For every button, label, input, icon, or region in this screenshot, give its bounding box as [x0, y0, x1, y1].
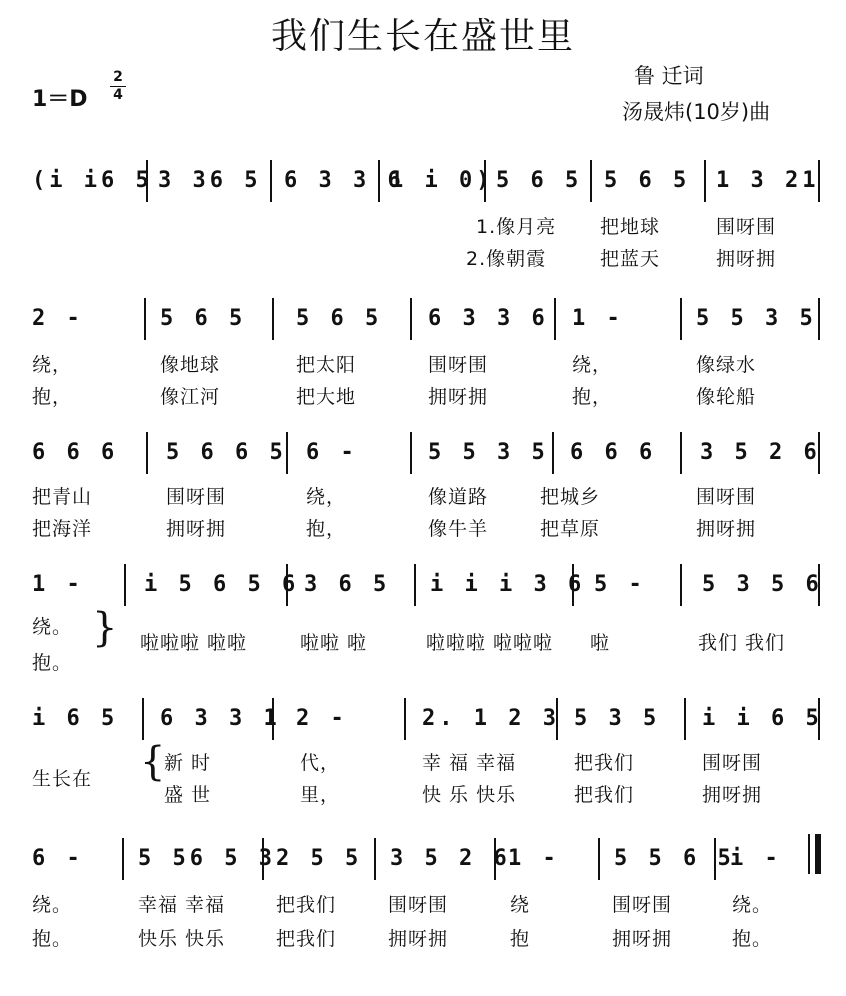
barline: [262, 838, 264, 880]
measure: i 5 6 5 6: [144, 572, 300, 597]
lyric-v2: 盛 世: [164, 784, 212, 806]
lyric-v1: 把我们: [574, 752, 635, 774]
measure: 2 5 5: [276, 846, 363, 871]
lyric-v2: 把草原: [540, 518, 601, 540]
lyric-v1: 把青山: [32, 486, 93, 508]
lyric-v2: 快 乐 快乐: [422, 784, 517, 806]
lyric-v2: 抱。: [732, 928, 773, 950]
lyric-v1: 围呀围: [428, 354, 489, 376]
barline: [598, 838, 600, 880]
lyric-v2: 抱，: [32, 386, 73, 408]
barline: [554, 298, 556, 340]
lyric-v1: 像地球: [160, 354, 221, 376]
barline: [680, 564, 682, 606]
measure: 6 3 3 6: [284, 168, 405, 193]
lyric-v2: 2.像朝霞: [466, 248, 547, 270]
barline: [484, 160, 486, 202]
lyric-v1: 代，: [300, 752, 341, 774]
measure: 3 5 2 6: [390, 846, 511, 871]
measure: 5 6 5: [160, 306, 247, 331]
measure: 5 56 5 3: [138, 846, 276, 871]
measure: 5 3 5: [574, 706, 661, 731]
lyric-v2: 像轮船: [696, 386, 757, 408]
measure: 5 6 5: [496, 168, 583, 193]
lyric-v1: 绕，: [572, 354, 613, 376]
barline: [680, 432, 682, 474]
measure: 5 -: [594, 572, 646, 597]
lyric-v1: 把我们: [276, 894, 337, 916]
measure: 6 6 6: [32, 440, 119, 465]
measure: 5 5 6 5: [614, 846, 735, 871]
measure: 1 -: [508, 846, 560, 871]
lyric-v2: 像江河: [160, 386, 221, 408]
lyric-v1: 把城乡: [540, 486, 601, 508]
measure: 2 -: [32, 306, 84, 331]
lyric-v2: 拥呀拥: [428, 386, 489, 408]
time-signature: [108, 70, 128, 103]
time-signature-top: 2: [113, 69, 123, 85]
lyric-v1: 像绿水: [696, 354, 757, 376]
lyric-la: 我们 我们: [698, 632, 786, 654]
lyric-v2: 里，: [300, 784, 341, 806]
lyric-v2: 拥呀拥: [612, 928, 673, 950]
lyric-v1: 围呀围: [716, 216, 777, 238]
lyric-v1: 围呀围: [388, 894, 449, 916]
lyric-v1: 绕。: [32, 894, 73, 916]
lyric-v2: 把我们: [276, 928, 337, 950]
lyric-v2: 拥呀拥: [716, 248, 777, 270]
time-signature-bottom: 4: [113, 87, 123, 103]
measure: 3 6 5: [304, 572, 391, 597]
lyric-v1: 绕，: [306, 486, 347, 508]
lyric-v1: 把太阳: [296, 354, 357, 376]
lyric-v2: 拥呀拥: [388, 928, 449, 950]
lyric-v2: 抱。: [32, 928, 73, 950]
barline: [590, 160, 592, 202]
barline: [146, 432, 148, 474]
barline: [270, 160, 272, 202]
measure: 2 -: [296, 706, 348, 731]
lyric-v2: 抱，: [572, 386, 613, 408]
barline: [124, 564, 126, 606]
barline: [286, 432, 288, 474]
measure: i i 6 5: [702, 706, 823, 731]
barline: [146, 160, 148, 202]
barline: [410, 298, 412, 340]
lyric-v2: 抱，: [306, 518, 347, 540]
measure: 1 -: [572, 306, 624, 331]
barline: [142, 698, 144, 740]
barline: [122, 838, 124, 880]
barline: [552, 432, 554, 474]
barline: [818, 160, 820, 202]
lyric-la: 啦啦 啦: [300, 632, 368, 654]
barline: [378, 160, 380, 202]
measure: 5 3 5 6: [702, 572, 823, 597]
measure: 1 -: [32, 572, 84, 597]
barline: [286, 564, 288, 606]
verse-brace: {: [140, 739, 166, 785]
lyric-v2: 像牛羊: [428, 518, 489, 540]
composer-credit: 汤晟炜(10岁)曲: [622, 100, 771, 124]
lyric-v2: 抱: [510, 928, 531, 950]
lyric-left: 抱。: [32, 652, 73, 674]
lyric-v1: 把地球: [600, 216, 661, 238]
lyric-v2: 把蓝天: [600, 248, 661, 270]
barline: [818, 564, 820, 606]
lyricist-credit: 鲁 迁词: [634, 64, 704, 88]
lyric-v1: 围呀围: [166, 486, 227, 508]
barline: [680, 298, 682, 340]
barline: [272, 298, 274, 340]
lyric-v1: 围呀围: [612, 894, 673, 916]
measure: 5 6 6 5: [166, 440, 287, 465]
lyric-v1: 像道路: [428, 486, 489, 508]
measure: 2. 1 2 3: [422, 706, 560, 731]
measure: 6 -: [32, 846, 84, 871]
barline: [410, 432, 412, 474]
key-signature: 1＝D: [32, 87, 88, 112]
barline: [556, 698, 558, 740]
lyric-la: 啦: [590, 632, 611, 654]
barline: [494, 838, 496, 880]
lyric-v1: 绕。: [732, 894, 773, 916]
measure: 5 5 3 5: [428, 440, 549, 465]
measure: i -: [730, 846, 782, 871]
lyric-la: 啦啦啦 啦啦: [140, 632, 248, 654]
lyric-v2: 拥呀拥: [696, 518, 757, 540]
lyric-v1: 围呀围: [696, 486, 757, 508]
barline: [704, 160, 706, 202]
barline: [818, 432, 820, 474]
barline: [818, 698, 820, 740]
lyric-left: 绕。: [32, 616, 73, 638]
lyric-left: 生长在: [32, 768, 93, 790]
barline: [374, 838, 376, 880]
lyric-v1: 幸福 幸福: [138, 894, 226, 916]
measure: 6 3 3 6: [428, 306, 549, 331]
barline: [684, 698, 686, 740]
lyric-v2: 把我们: [574, 784, 635, 806]
lyric-v1: 新 时: [164, 752, 212, 774]
measure: 5 6 5: [296, 306, 383, 331]
measure: 5 6 5: [604, 168, 691, 193]
song-title: 我们生长在盛世里: [270, 16, 575, 57]
measure: i 6 5: [32, 706, 119, 731]
lyric-v1: 绕，: [32, 354, 73, 376]
measure: 3 36 5: [158, 168, 262, 193]
lyric-v1: 围呀围: [702, 752, 763, 774]
lyric-v1: 绕: [510, 894, 531, 916]
barline: [272, 698, 274, 740]
final-barline-thin: [808, 834, 810, 874]
measure: 6 -: [306, 440, 358, 465]
measure: 5 5 3 5: [696, 306, 817, 331]
measure: 6 6 6: [570, 440, 657, 465]
measure: 6 3 3 1: [160, 706, 281, 731]
barline: [414, 564, 416, 606]
barline: [144, 298, 146, 340]
barline: [404, 698, 406, 740]
measure: i i i 3 6: [430, 572, 586, 597]
final-barline-thick: [815, 834, 821, 874]
lyric-v1: 幸 福 幸福: [422, 752, 517, 774]
lyric-v2: 拥呀拥: [702, 784, 763, 806]
measure: 1 3 21: [716, 168, 820, 193]
lyric-v1: 1.像月亮: [476, 216, 557, 238]
barline: [572, 564, 574, 606]
measure: 1 i 0): [390, 168, 494, 193]
verse-brace: }: [92, 605, 118, 651]
measure: 3 5 2 6: [700, 440, 821, 465]
barline: [714, 838, 716, 880]
lyric-v2: 拥呀拥: [166, 518, 227, 540]
measure: (i i6 5: [32, 168, 153, 193]
lyric-v2: 把海洋: [32, 518, 93, 540]
lyric-v2: 快乐 快乐: [138, 928, 226, 950]
barline: [818, 298, 820, 340]
lyric-v2: 把大地: [296, 386, 357, 408]
lyric-la: 啦啦啦 啦啦啦: [426, 632, 554, 654]
